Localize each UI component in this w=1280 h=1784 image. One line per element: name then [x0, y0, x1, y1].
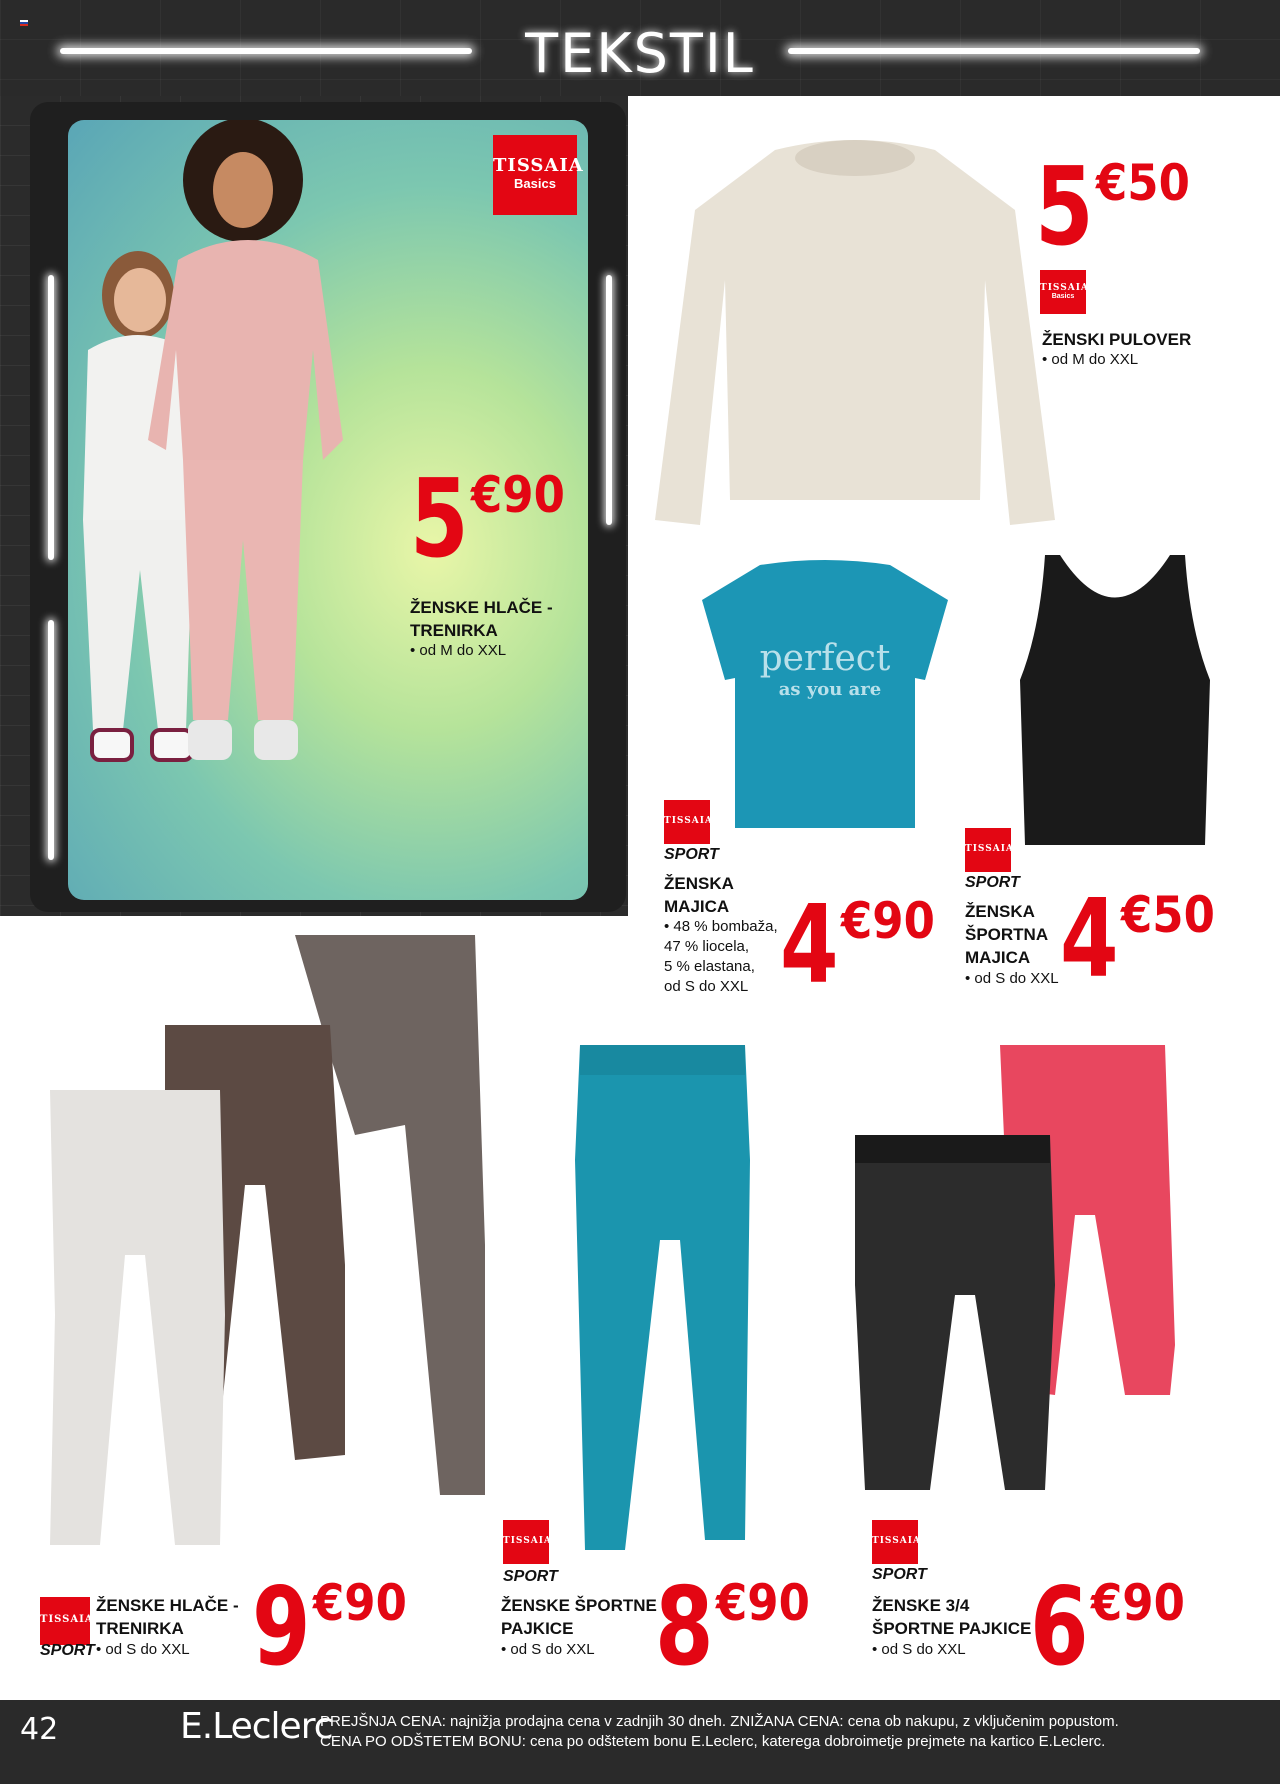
capri-leggings-image — [855, 1045, 1180, 1495]
sport-label-leggings: SPORT — [503, 1568, 558, 1585]
product-desc-tshirt: • 48 % bombaža, 47 % liocela, 5 % elastana, od S do XXL — [664, 918, 778, 995]
footer-line-2: CENA PO ODŠTETEM BONU: cena po odštetem bonu E.Leclerc, katerega dobroimetje prejmete na kartico E.Leclerc. — [320, 1733, 1106, 1750]
neon-line-right — [788, 48, 1200, 54]
brand-logo-sport-joggers: TISSAIA — [40, 1597, 90, 1645]
price-capri: 6€90 — [1030, 1565, 1186, 1690]
footer-disclaimer — [320, 1712, 1270, 1752]
product-desc-leggings: • od S do XXL — [501, 1641, 595, 1658]
product-name-hoodie-set: ŽENSKE HLAČE - TRENIRKA — [410, 598, 553, 640]
brand-logo-sport-capri: TISSAIA — [872, 1520, 918, 1564]
neon-bar-left-top — [48, 275, 54, 560]
sport-label-joggers: SPORT — [40, 1642, 95, 1659]
joggers-image — [45, 935, 485, 1555]
svg-text:as you are: as you are — [778, 679, 882, 700]
brand-logo-basics: TISSAIA Basics — [493, 135, 577, 215]
product-name-joggers: ŽENSKE HLAČE - TRENIRKA — [96, 1596, 239, 1638]
neon-bar-left-bottom — [48, 620, 54, 860]
page-title: TEKSTIL — [525, 22, 755, 85]
price-tshirt: 4€90 — [780, 883, 936, 1008]
price-hoodie-set: 5€90 — [410, 457, 566, 582]
tank-top-image — [1015, 550, 1215, 850]
brand-logo-sport-tank: TISSAIA — [965, 828, 1011, 872]
sport-label-tank: SPORT — [965, 874, 1020, 891]
product-name-capri: ŽENSKE 3/4 ŠPORTNE PAJKICE — [872, 1596, 1032, 1638]
sport-label-tshirt: SPORT — [664, 846, 719, 863]
sport-label-capri: SPORT — [872, 1566, 927, 1583]
price-joggers: 9€90 — [252, 1565, 408, 1690]
neon-line-left — [60, 48, 472, 54]
product-desc-tank: • od S do XXL — [965, 970, 1059, 987]
brand-logo-sport-tshirt: TISSAIA — [664, 800, 710, 844]
brand-logo-basics-small: TISSAIA Basics — [1040, 270, 1086, 314]
product-desc-capri: • od S do XXL — [872, 1641, 966, 1658]
brand-logo-sport-leggings: TISSAIA — [503, 1520, 549, 1564]
price-leggings: 8€90 — [655, 1565, 811, 1690]
product-name-tank: ŽENSKA ŠPORTNA MAJICA — [965, 902, 1049, 967]
product-desc-joggers: • od S do XXL — [96, 1641, 190, 1658]
neon-bar-right — [606, 275, 612, 525]
page-number: 42 — [20, 1712, 59, 1747]
flag-icon — [20, 20, 28, 26]
leggings-image — [570, 1040, 760, 1550]
pullover-image — [655, 130, 1055, 530]
footer-line-1: PREJŠNJA CENA: najnižja prodajna cena v zadnjih 30 dneh. ZNIŽANA CENA: cena ob nakupu, z vključenim popustom. — [320, 1713, 1119, 1730]
product-desc-pullover: • od M do XXL — [1042, 351, 1139, 368]
product-name-leggings: ŽENSKE ŠPORTNE PAJKICE — [501, 1596, 657, 1638]
product-name-pullover: ŽENSKI PULOVER — [1042, 330, 1192, 349]
price-tank: 4€50 — [1060, 877, 1216, 1002]
tshirt-image — [700, 560, 950, 830]
svg-text:perfect: perfect — [759, 638, 891, 679]
footer-brand-logo: E.Leclerc — [180, 1706, 333, 1747]
product-name-tshirt: ŽENSKA MAJICA — [664, 874, 734, 916]
product-desc-hoodie-set: • od M do XXL — [410, 642, 507, 659]
price-pullover: 5€50 — [1035, 145, 1191, 270]
